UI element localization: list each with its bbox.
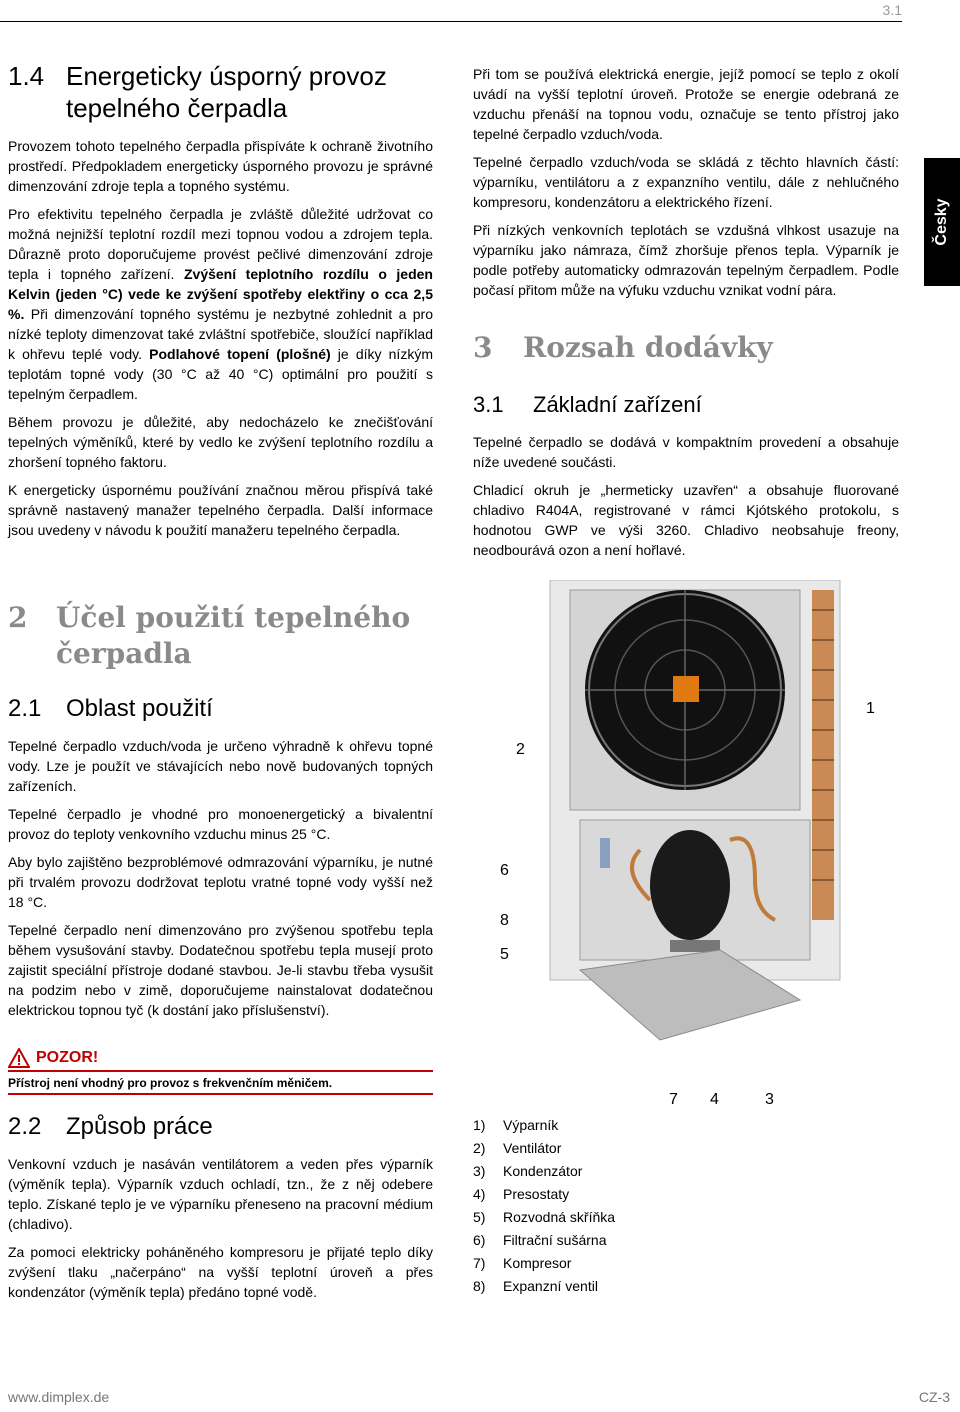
header-box: [902, 0, 960, 22]
warning-box: [8, 1048, 433, 1095]
section-1-4-title-line1: Energeticky úsporný provoz: [66, 61, 387, 91]
callout-6: 6: [500, 862, 509, 879]
right-paragraph-2: Tepelné čerpadlo vzduch/voda se skládá z těchto hlavních částí: výparníku, ventilátoru a z expanzního ventilu, dále z nehlučného kompresoru, kondenzátoru a elektrického řízení.: [473, 154, 899, 210]
section-3: [473, 330, 899, 366]
section-3-1-paragraph-1: Tepelné čerpadlo se dodává v kompaktním provedení a obsahuje níže uvedené součásti.: [473, 434, 899, 470]
section-2-1-number: 2.1: [8, 695, 42, 722]
p2-part-c: Při dimenzování topného systému je nezbytné zohlednit a pro nízké teploty dimenzovat také zvláštní spotřebiče, sloužící například k ohřevu teplé vody.: [8, 306, 433, 362]
legend-label: Filtrační sušárna: [503, 1232, 607, 1248]
warning-triangle-icon: [8, 1048, 30, 1068]
section-1-4-paragraph-4: K energeticky úspornému používání značnou měrou přispívá také správně nastavený manažer tepelného čerpadla. Další informace jsou uvedeny v návodu k použití manažeru tepelného čerpadla.: [8, 482, 433, 538]
section-3-number: 3: [473, 331, 493, 364]
legend-label: Kondenzátor: [503, 1163, 583, 1179]
legend-key: 2): [473, 1140, 486, 1156]
section-1-4-paragraph-1: Provozem tohoto tepelného čerpadla přispíváte k ochraně životního prostředí. Předpokladem energeticky úsporného provozu je správné dimenzování zdroje tepla a topného systému.: [8, 138, 433, 194]
legend-label: Kompresor: [503, 1255, 572, 1271]
warning-title: POZOR!: [36, 1049, 99, 1066]
legend-label: Výparník: [503, 1117, 559, 1133]
section-2-1-title: Oblast použití: [66, 695, 213, 722]
section-2-1-paragraph-4: Tepelné čerpadlo není dimenzováno pro zvýšenou spotřebu tepla během vysušování stavby. Dodatečnou spotřebu tepla musejí proto zajistit speciální přístroje dodané stavbou. Je-li stavbu třeba vysušit na podzim nebo v zimě, doporučujeme nainstalovat dodatečnou elektrickou topnou tyč (k dostání jako příslušenství).: [8, 922, 433, 1018]
language-tab[interactable]: [924, 158, 960, 286]
legend-item: [473, 1114, 773, 1137]
footer-page-number: CZ-3: [918, 1389, 950, 1405]
section-2-1-heading: [8, 694, 433, 724]
section-3-1-number: 3.1: [473, 392, 504, 417]
legend-item: [473, 1183, 773, 1206]
p2-part-e: je díky nízkým teplotám topné vody (30 °C až 40 °C) optimální pro použití s tepelným čerpadlem.: [8, 346, 433, 402]
section-3-heading: [473, 330, 899, 366]
section-1-4: [8, 60, 433, 548]
legend-item: [473, 1275, 773, 1298]
right-paragraph-1: Při tom se používá elektrická energie, jejíž pomocí se teplo z okolí uvádí na vyšší teplotní úroveň. Protože se energie odebraná ze vzduchu přenáší na topnou vodu, označuje se tento přístroj jako tepelné čerpadlo vzduch/voda.: [473, 66, 899, 142]
header-rule: [0, 21, 960, 22]
section-2-1-paragraph-2: Tepelné čerpadlo je vhodné pro monoenergetický a bivalentní provoz do teploty venkovního vzduchu minus 25 °C.: [8, 806, 433, 842]
legend-item: [473, 1206, 773, 1229]
section-3-1-heading: [473, 390, 899, 420]
section-2-number: 2: [8, 601, 28, 634]
callout-7: 7: [669, 1091, 678, 1108]
p2-bold-claim: Zvýšení teplotního rozdílu o jeden Kelvin (jeden °C) vede ke zvýšení spotřeby elektřiny o cca 2,5 %.: [8, 266, 433, 322]
legend-item: [473, 1160, 773, 1183]
legend-key: 7): [473, 1255, 486, 1271]
warning-header: [8, 1048, 433, 1068]
callout-4: 4: [710, 1091, 719, 1108]
legend-label: Expanzní ventil: [503, 1278, 598, 1294]
heat-pump-photo: [540, 580, 850, 1080]
section-1-4-number: 1.4: [8, 61, 45, 91]
section-2: [8, 600, 433, 672]
section-1-4-paragraph-2: [8, 204, 433, 404]
heat-pump-illustration: [540, 580, 850, 1080]
right-paragraph-3: Při nízkých venkovních teplotách se vzdušná vlhkost usazuje na výparníku jako námraza, čímž zhoršuje přenos tepla. Výparník je podle potřeby automaticky odmrazován tepelným čerpadlem. Podle počasí přitom může na výfuku vzduchu vznikat vodní pára.: [473, 222, 899, 298]
section-2-2-title: Způsob práce: [66, 1113, 213, 1140]
section-2-1-paragraph-1: Tepelné čerpadlo vzduch/voda je určeno výhradně k ohřevu topné vody. Lze je použít ve stávajících nebo nově budovaných topných zařízeních.: [8, 738, 433, 794]
footer-website[interactable]: www.dimplex.de: [8, 1389, 110, 1405]
section-1-4-paragraph-3: Během provozu je důležité, aby nedocházelo ke znečišťování tepelných výměníků, které by vedlo ke zvýšení teplotního rozdílu a zhoršení topného faktoru.: [8, 414, 433, 470]
p2-bold-floor-heating: Podlahové topení (plošné): [149, 346, 331, 362]
section-3-1-title: Základní zařízení: [533, 392, 702, 417]
header-section-number: 3.1: [882, 2, 902, 18]
section-1-4-title-line2: tepelného čerpadla: [66, 93, 288, 123]
legend-label: Rozvodná skříňka: [503, 1209, 616, 1225]
section-2-title-line2: čerpadla: [56, 637, 192, 670]
warning-rule-bottom: [8, 1093, 433, 1095]
figure-legend: [473, 1114, 773, 1298]
section-2-1-paragraph-3: Aby bylo zajištěno bezproblémové odmrazování výparníku, je nutné při trvalém provozu dodržovat teplotu vratné topné vody vyšší než 18 °C.: [8, 854, 433, 910]
section-2-2-number: 2.2: [8, 1113, 42, 1140]
section-2-2-heading: [8, 1112, 433, 1142]
section-3-title: Rozsah dodávky: [523, 331, 773, 364]
section-2-2: [8, 1112, 433, 1310]
p2-part-a: Pro efektivitu tepelného čerpadla je zvláště důležité udržovat co možná nejnižší teplotní rozdíl mezi topnou vodou a zdrojem tepla. Důrazně proto doporučujeme provést pečlivé dimenzování zdroje tepla i topného zařízení.: [8, 206, 433, 282]
section-2-1: [8, 694, 433, 1028]
callout-2: 2: [516, 741, 525, 758]
section-2-2-paragraph-2: Za pomoci elektricky poháněného kompresoru je přijaté teplo díky zvýšení tlaku „načerpáno“ na vyšší teplotní úroveň a přes kondenzátor (výměník tepla) předáno topné vodě.: [8, 1244, 433, 1300]
legend-label: Ventilátor: [503, 1140, 562, 1156]
section-2-heading: [8, 600, 433, 636]
language-tab-label: Česky: [933, 198, 950, 246]
callout-8: 8: [500, 912, 509, 929]
callout-1: 1: [866, 700, 875, 717]
section-3-1: [473, 390, 899, 568]
section-3-1-paragraph-2: Chladicí okruh je „hermeticky uzavřen“ a obsahuje fluorované chladivo R404A, registrované v rámci Kjótského protokolu, s hodnotou GWP ve výši 3260. Chladivo neobsahuje freony, neodbourává ozon a není hořlavé.: [473, 482, 899, 558]
legend-key: 1): [473, 1117, 486, 1133]
right-column-intro: [473, 64, 899, 308]
legend-label: Presostaty: [503, 1186, 570, 1202]
legend-item: [473, 1252, 773, 1275]
page-header: [0, 0, 960, 22]
legend-item: [473, 1229, 773, 1252]
legend-key: 4): [473, 1186, 486, 1202]
warning-text: Přístroj není vhodný pro provoz s frekvenčním měničem.: [8, 1076, 333, 1090]
legend-item: [473, 1137, 773, 1160]
section-2-2-paragraph-1: Venkovní vzduch je nasáván ventilátorem a veden přes výparník (výměník tepla). Výparník vzduch ochladí, tzn., že z něj odebere teplo. Získané teplo je ve výparníku přeneseno na pracovní médium (chladivo).: [8, 1156, 433, 1232]
legend-key: 8): [473, 1278, 486, 1294]
legend-key: 3): [473, 1163, 486, 1179]
legend-key: 5): [473, 1209, 486, 1225]
section-1-4-heading: [8, 60, 433, 92]
callout-3: 3: [765, 1091, 774, 1108]
callout-5: 5: [500, 946, 509, 963]
section-2-title-line1: Účel použití tepelného: [56, 601, 411, 634]
legend-key: 6): [473, 1232, 486, 1248]
